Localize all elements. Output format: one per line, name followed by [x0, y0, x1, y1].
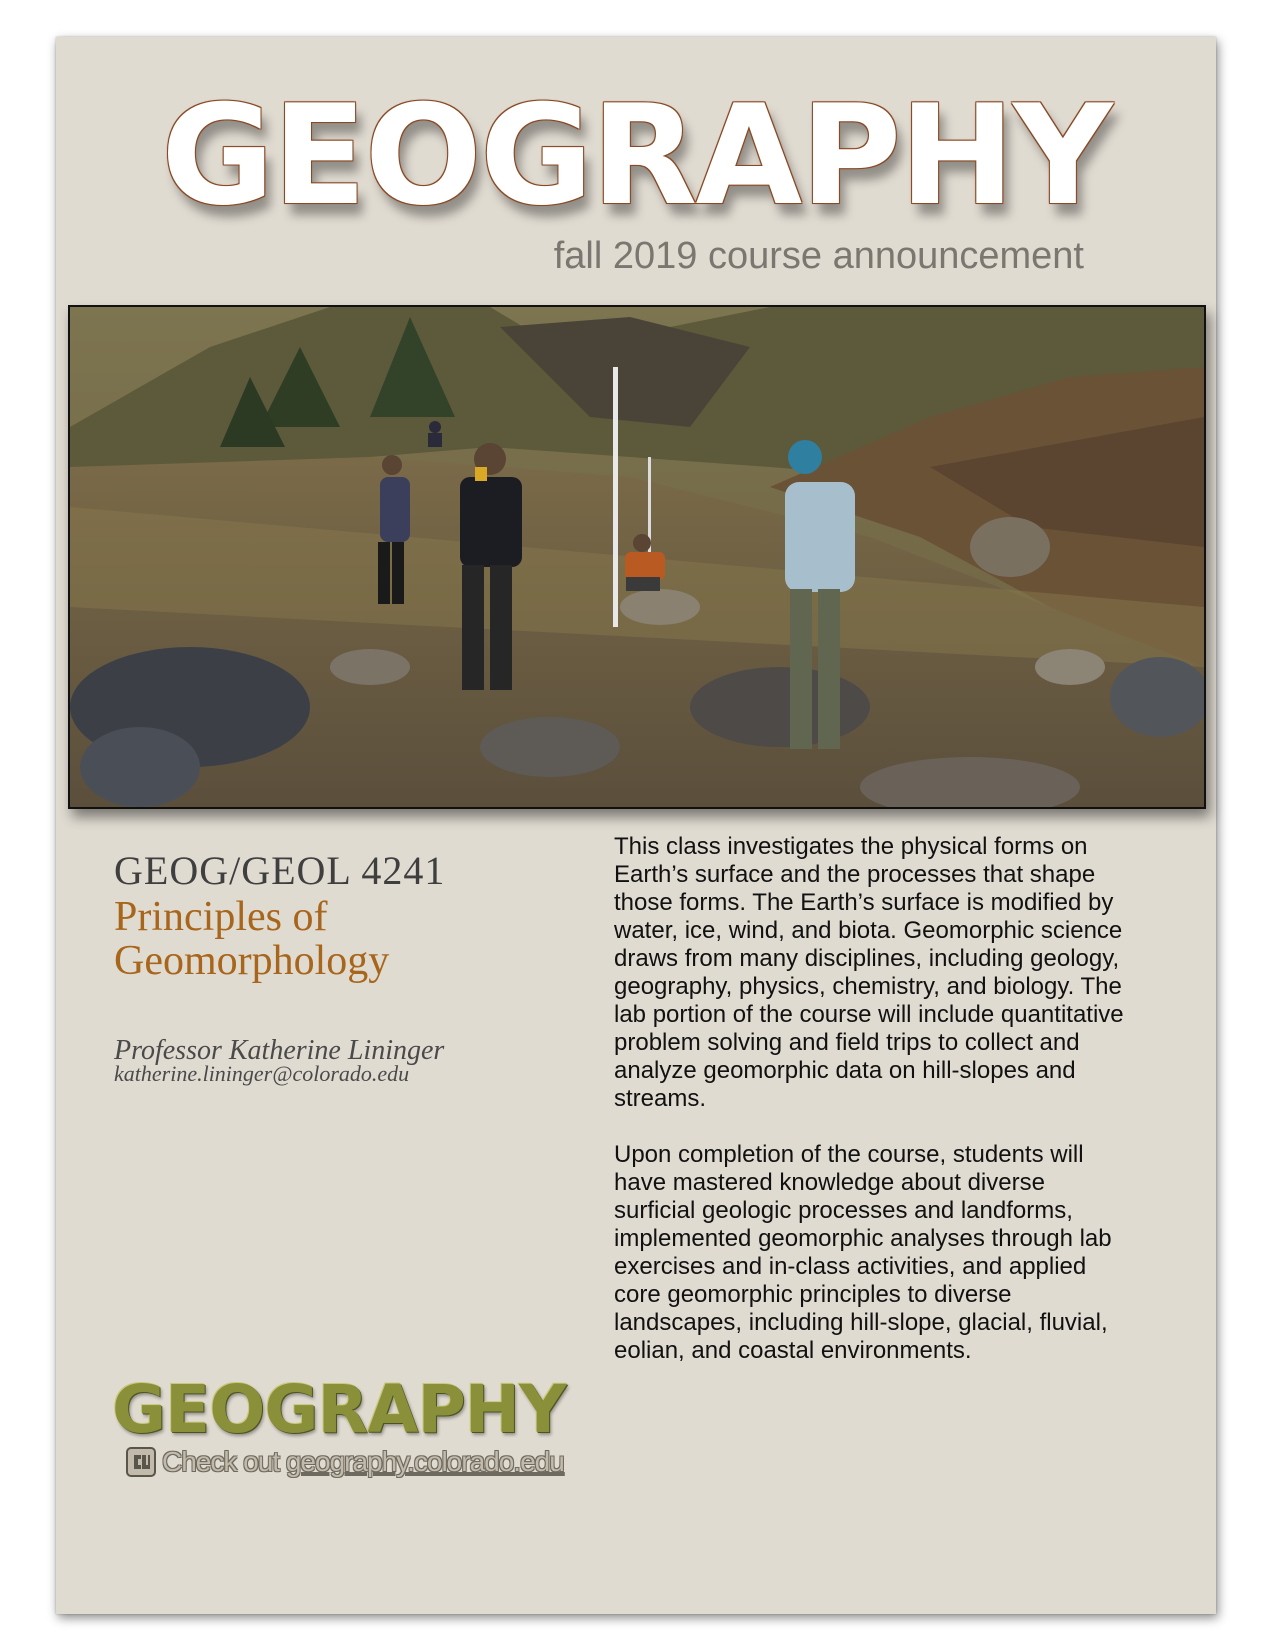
professor-name: Professor Katherine Lininger [114, 1035, 445, 1066]
masthead-title: GEOGRAPHY [161, 75, 1111, 236]
footer-link-prefix: Check out [162, 1446, 280, 1477]
description-paragraph-1: This class investigates the physical forms on Earth’s surface and the processes that shape those forms. The Earth’s surface is modified by water, ice, wind, and biota. Geomorphic science draws from many disciplines, including geology, geography, physics, chemistry, and biology. The lab portion of the course will include quantitative problem solving and field trips to collect and analyze geomorphic data on hill-slopes and streams. [614, 833, 1124, 1112]
course-title [114, 895, 554, 983]
announcement-subtitle: fall 2019 course announcement [553, 235, 1084, 277]
course-description [614, 833, 1124, 1393]
footer-website-link[interactable]: geography.colorado.edu [285, 1446, 564, 1477]
professor-email[interactable]: katherine.lininger@colorado.edu [114, 1061, 410, 1086]
footer-link-text[interactable] [162, 1446, 564, 1478]
field-photo [68, 305, 1206, 809]
flyer-sheet [56, 37, 1216, 1614]
cu-logo-icon [126, 1447, 156, 1477]
description-paragraph-2: Upon completion of the course, students will have mastered knowledge about diverse surficial geologic processes and landforms, implemented geomorphic analyses through lab exercises and in-class activities, and applied core geomorphic principles to diverse landscapes, including hill-slope, glacial, fluvial, eolian, and coastal environments. [614, 1141, 1112, 1364]
course-code: GEOG/GEOL 4241 [114, 848, 446, 893]
course-title-line-1: Principles of [114, 894, 328, 940]
course-title-line-2: Geomorphology [114, 938, 390, 984]
footer-link-row[interactable] [126, 1445, 564, 1479]
footer-geography-logo: GEOGRAPHY [112, 1371, 566, 1448]
